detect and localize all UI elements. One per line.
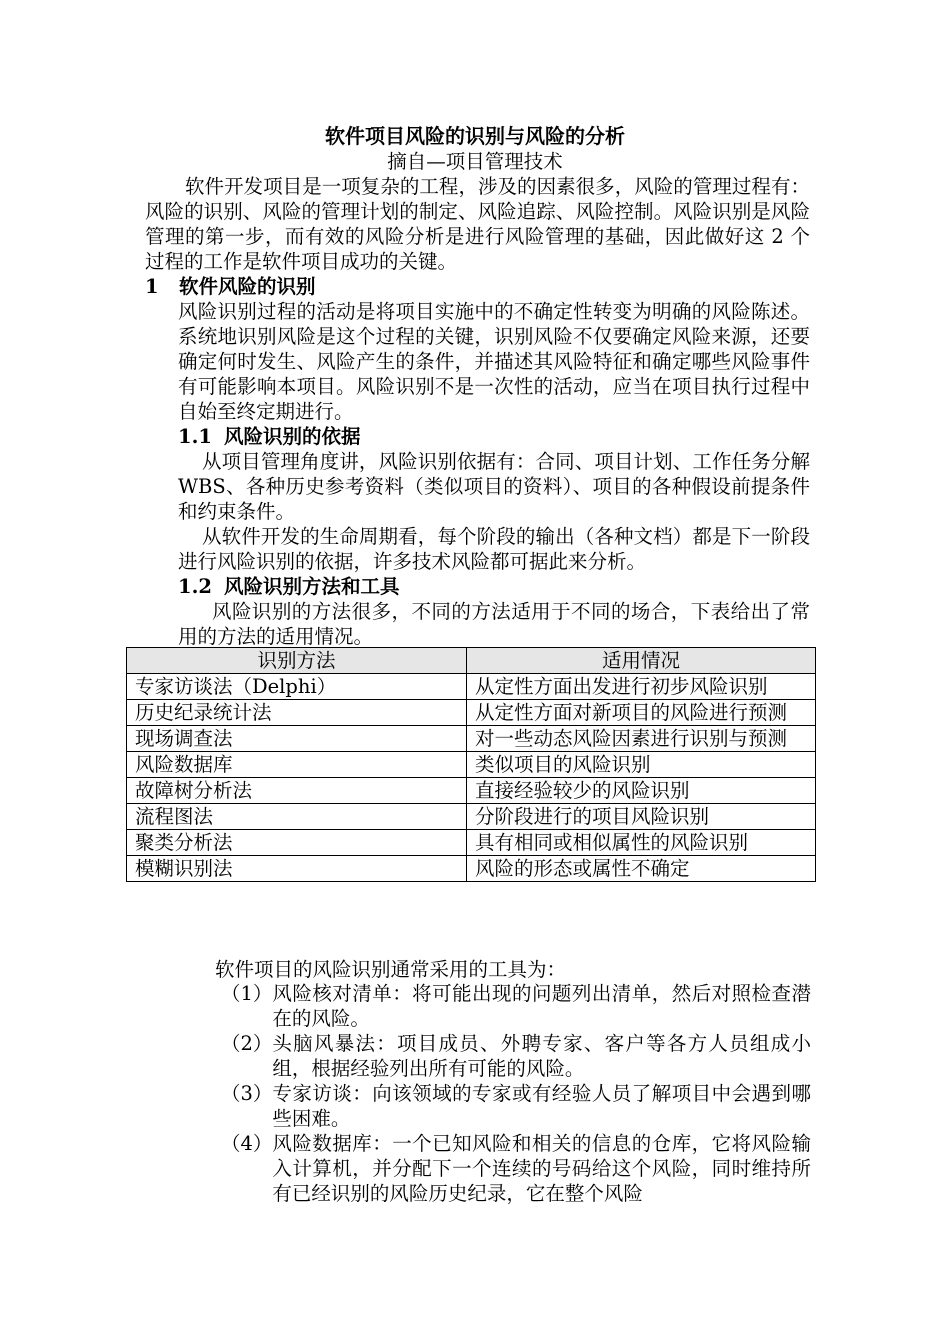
table-cell-method: 模糊识别法 [127,856,467,882]
table-cell-usage: 风险的形态或属性不确定 [467,856,816,882]
section-1-1-para-1: 从项目管理角度讲，风险识别依据有：合同、项目计划、工作任务分解 WBS、各种历史参考资料（类似项目的资料）、项目的各种假设前提条件和约束条件。 [178,450,810,523]
table-cell-usage: 直接经验较少的风险识别 [467,778,816,804]
list-item [221,1131,811,1206]
section-1-1-para-2: 从软件开发的生命周期看，每个阶段的输出（各种文档）都是下一阶段进行风险识别的依据，许多技术风险都可据此来分析。 [178,525,810,573]
section-1-body: 风险识别过程的活动是将项目实施中的不确定性转变为明确的风险陈述。系统地识别风险是这个过程的关键，识别风险不仅要确定风险来源，还要确定何时发生、风险产生的条件，并描述其风险特征和确定哪些风险事件有可能影响本项目。风险识别不是一次性的活动，应当在项目执行过程中自始至终定期进行。 [178,300,810,423]
table-cell-method: 历史纪录统计法 [127,700,467,726]
list-item-text: 风险核对清单：将可能出现的问题列出清单，然后对照检查潜在的风险。 [272,982,811,1030]
table-row [127,726,816,752]
list-item-label: （1） [221,982,273,1005]
table-row [127,778,816,804]
list-item [221,1031,811,1081]
intro-paragraph: 软件开发项目是一项复杂的工程，涉及的因素很多，风险的管理过程有：风险的识别、风险的管理计划的制定、风险追踪、风险控制。风险识别是风险管理的第一步，而有效的风险分析是进行风险管理的基础，因此做好这 2 个过程的工作是软件项目成功的关键。 [145,175,810,273]
section-1-1-title: 风险识别的依据 [224,425,361,448]
table-header-usage: 适用情况 [467,648,816,674]
table-cell-method: 专家访谈法（Delphi） [127,674,467,700]
section-1-1-heading [178,424,361,449]
list-item-label: （2） [221,1032,273,1055]
section-1-1-number: 1.1 [178,425,212,448]
table-cell-method: 流程图法 [127,804,467,830]
document-subtitle: 摘自—项目管理技术 [387,150,563,173]
table-cell-usage: 具有相同或相似属性的风险识别 [467,830,816,856]
table-cell-usage: 类似项目的风险识别 [467,752,816,778]
table-row [127,856,816,882]
list-item-label: （4） [221,1132,273,1155]
list-item [221,1081,811,1131]
section-1-2-number: 1.2 [178,575,212,598]
section-1-2-para: 风险识别的方法很多，不同的方法适用于不同的场合，下表给出了常用的方法的适用情况。 [178,600,810,648]
table-row [127,830,816,856]
list-item-text: 风险数据库：一个已知风险和相关的信息的仓库，它将风险输入计算机，并分配下一个连续的号码给这个风险，同时维持所有已经识别的风险历史纪录，它在整个风险 [272,1132,811,1205]
document-title: 软件项目风险的识别与风险的分析 [325,124,625,148]
table-cell-usage: 从定性方面出发进行初步风险识别 [467,674,816,700]
table-header-row [127,648,816,674]
table-cell-usage: 从定性方面对新项目的风险进行预测 [467,700,816,726]
table-cell-usage: 分阶段进行的项目风险识别 [467,804,816,830]
list-item-text: 专家访谈：向该领域的专家或有经验人员了解项目中会遇到哪些困难。 [272,1082,811,1130]
section-1-number: 1 [145,275,159,298]
table-cell-method: 故障树分析法 [127,778,467,804]
tools-intro: 软件项目的风险识别通常采用的工具为： [215,958,567,981]
list-item-label: （3） [221,1082,273,1105]
list-item [221,981,811,1031]
table-cell-method: 风险数据库 [127,752,467,778]
table-header-method: 识别方法 [127,648,467,674]
section-1-2-heading [178,574,400,599]
section-1-title: 软件风险的识别 [179,275,316,298]
table-row [127,804,816,830]
table-row [127,700,816,726]
table-cell-usage: 对一些动态风险因素进行识别与预测 [467,726,816,752]
section-1-heading [145,274,316,299]
table-cell-method: 现场调查法 [127,726,467,752]
section-1-2-title: 风险识别方法和工具 [224,575,400,598]
table-cell-method: 聚类分析法 [127,830,467,856]
list-item-text: 头脑风暴法：项目成员、外聘专家、客户等各方人员组成小组，根据经验列出所有可能的风险。 [272,1032,811,1080]
table-row [127,674,816,700]
table-row [127,752,816,778]
methods-table [126,647,816,882]
